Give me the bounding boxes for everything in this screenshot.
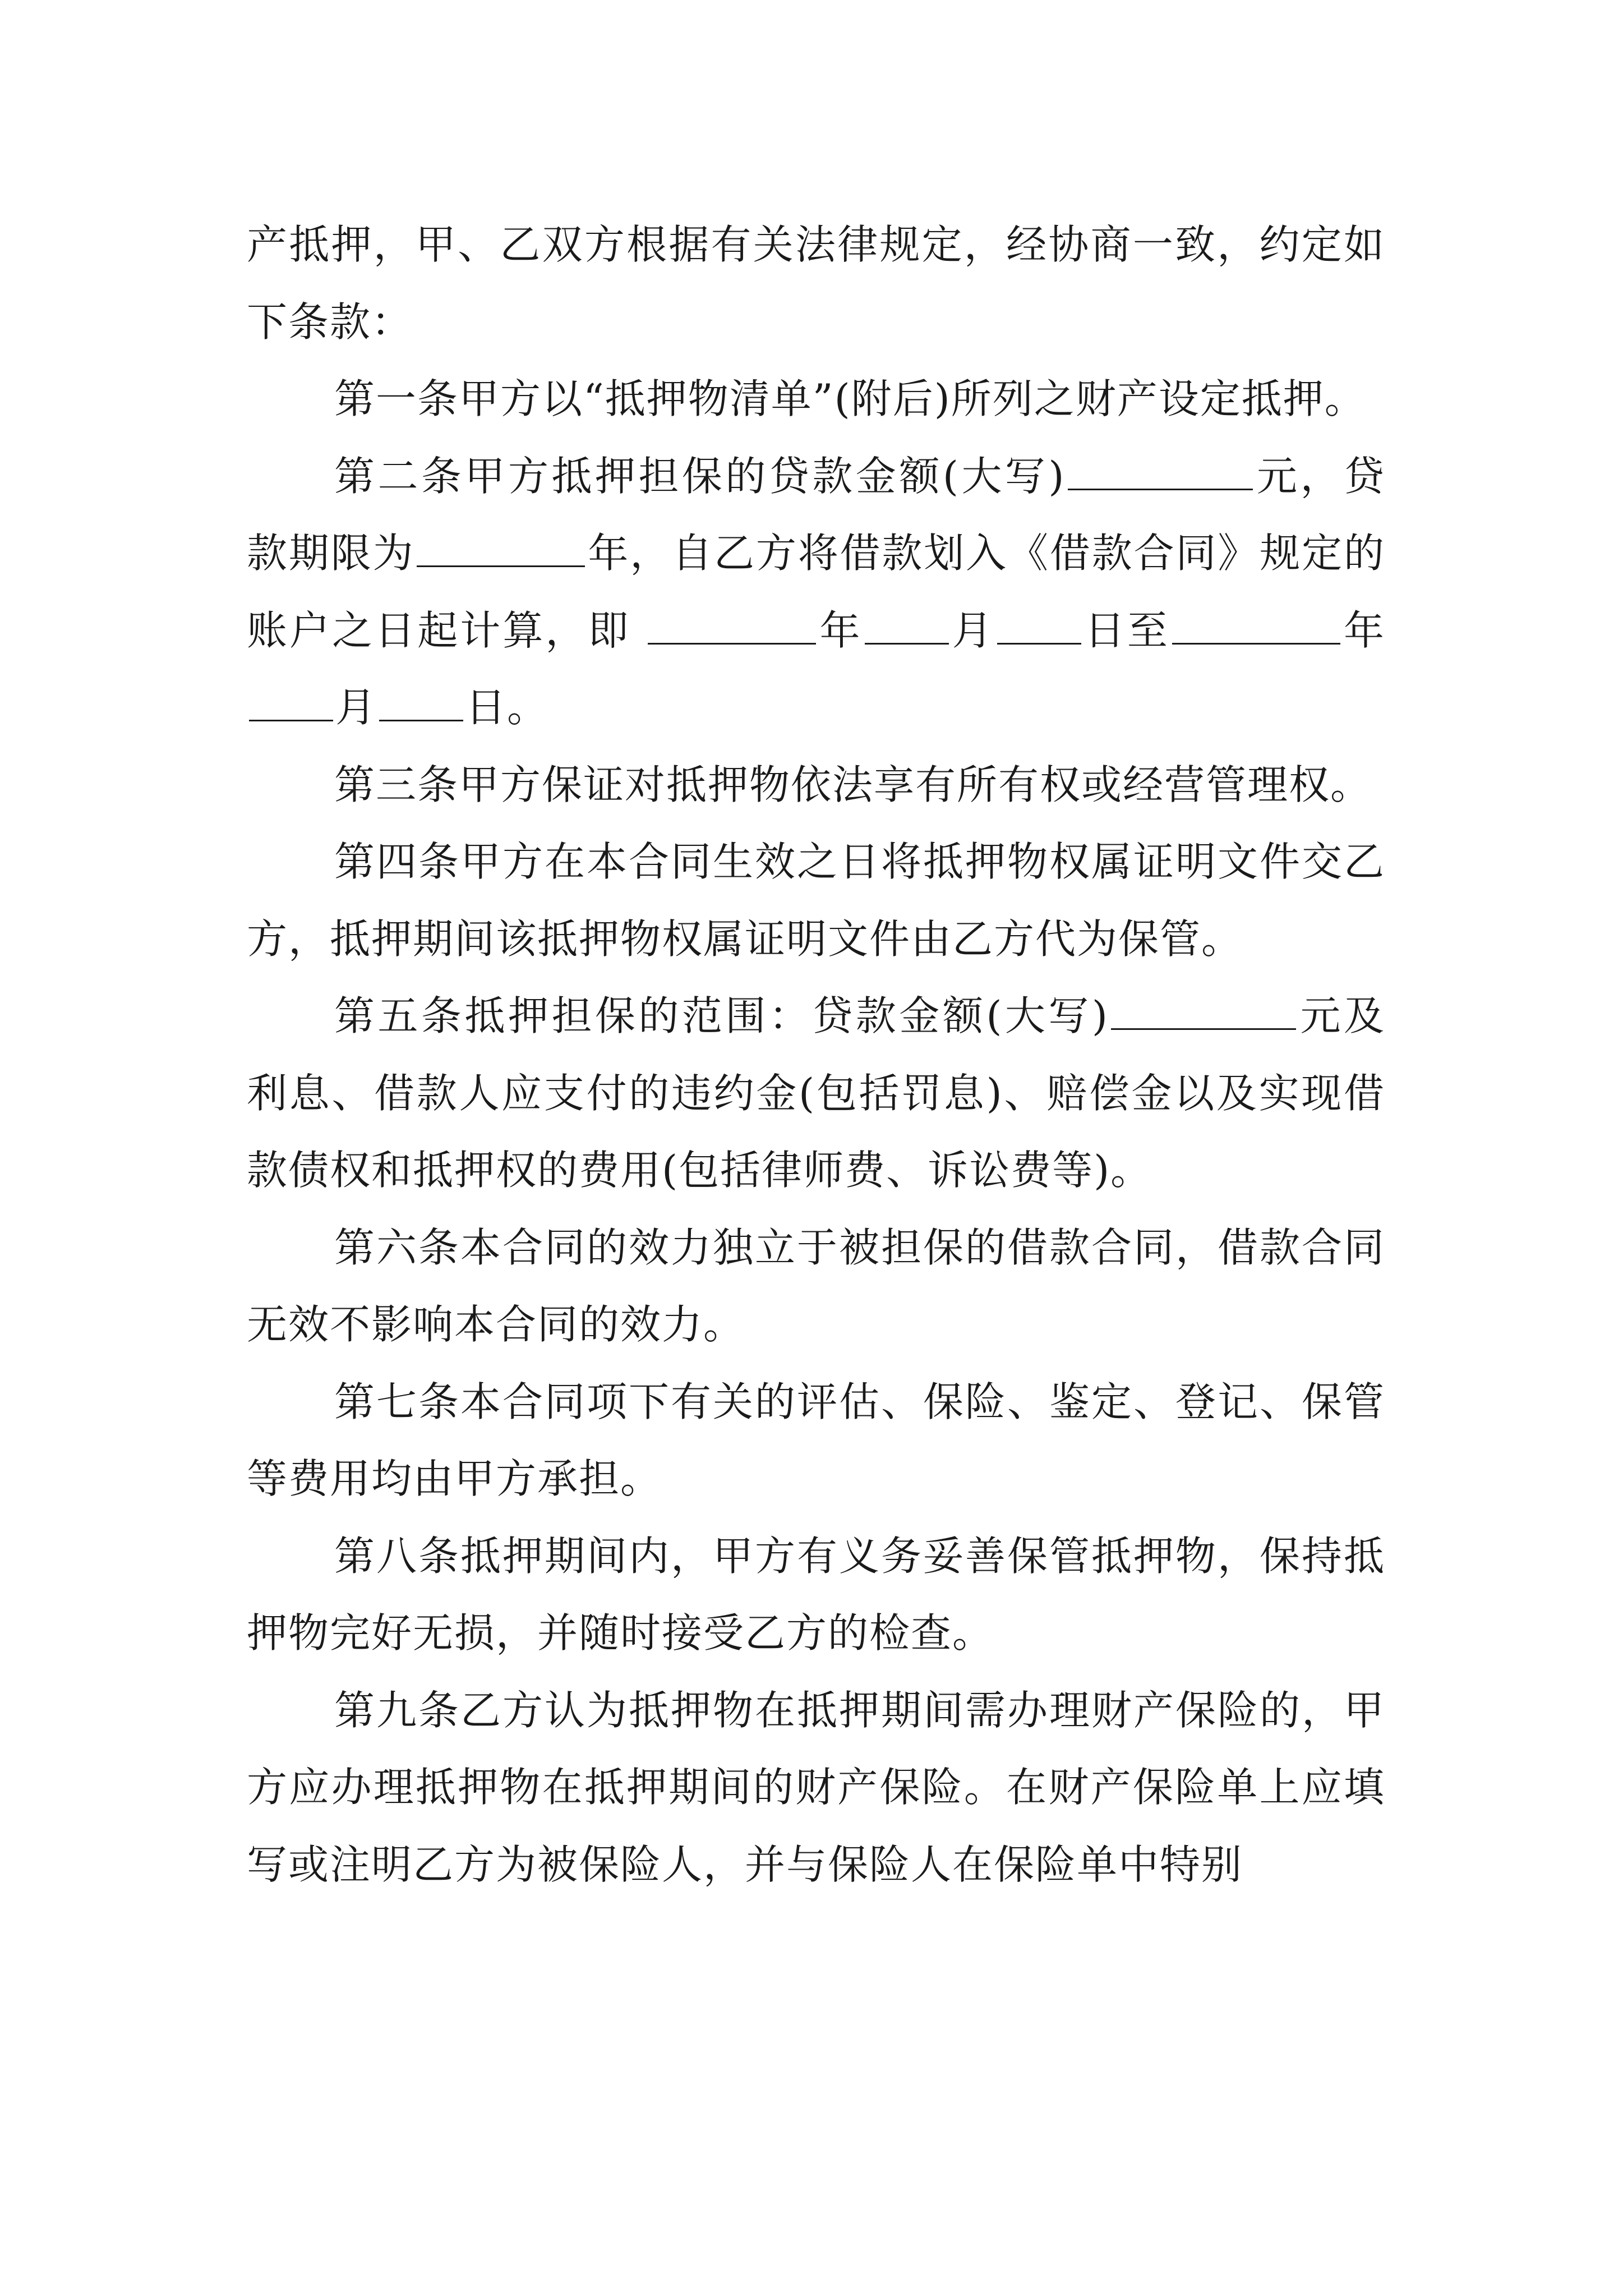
article-2-text-c: 年，自乙方将借款划入《借款合同》规定的账户之日起计算，即 (247, 530, 1385, 654)
article-6: 第六条本合同的效力独立于被担保的借款合同，借款合同无效不影响本合同的效力。 (247, 1223, 1385, 1348)
article-5-text-a: 第五条抵押担保的范围：贷款金额(大写) (334, 992, 1109, 1039)
contract-body (247, 206, 1385, 1903)
article-8: 第八条抵押期间内，甲方有义务妥善保管抵押物，保持抵押物完好无损，并随时接受乙方的检查。 (247, 1532, 1385, 1657)
article-3: 第三条甲方保证对抵押物依法享有所有权或经营管理权。 (334, 761, 1372, 808)
end-year-blank[interactable] (1172, 611, 1340, 645)
guarantee-amount-blank[interactable] (1111, 997, 1296, 1030)
article-2-text-h: 月 (335, 684, 377, 731)
paragraph-continuation: 产抵押，甲、乙双方根据有关法律规定，经协商一致，约定如下条款： (247, 221, 1385, 346)
loan-term-blank[interactable] (417, 534, 585, 567)
article-2-text-b: 元，贷款期限为 (247, 452, 1385, 577)
article-9: 第九条乙方认为抵押物在抵押期间需办理财产保险的，甲方应办理抵押物在抵押期间的财产保险。在财产保险单上应填写或注明乙方为被保险人，并与保险人在保险单中特别 (247, 1686, 1385, 1888)
article-5-text-b: 元及利息、借款人应支付的违约金(包括罚息)、赔偿金以及实现借款债权和抵押权的费用(包括律师费、诉讼费等)。 (247, 992, 1385, 1194)
loan-amount-blank[interactable] (1068, 457, 1253, 490)
article-2 (247, 438, 1385, 747)
end-day-blank[interactable] (379, 688, 463, 721)
end-month-blank[interactable] (249, 688, 333, 721)
article-2-text-g: 年 (1342, 606, 1385, 654)
start-year-blank[interactable] (648, 611, 816, 645)
article-2-text-e: 月 (951, 606, 995, 654)
start-day-blank[interactable] (997, 611, 1081, 645)
start-month-blank[interactable] (865, 611, 949, 645)
article-1: 第一条甲方以“抵押物清单”(附后)所列之财产设定抵押。 (334, 375, 1366, 422)
article-7: 第七条本合同项下有关的评估、保险、鉴定、登记、保管等费用均由甲方承担。 (247, 1378, 1385, 1502)
article-4: 第四条甲方在本合同生效之日将抵押物权属证明文件交乙方，抵押期间该抵押物权属证明文件由乙方代为保管。 (247, 838, 1385, 963)
article-2-text-a: 第二条甲方抵押担保的贷款金额(大写) (334, 452, 1066, 500)
article-2-text-f: 日至 (1083, 606, 1170, 654)
article-5 (247, 978, 1385, 1209)
article-2-text-d: 年 (818, 606, 863, 654)
article-2-text-i: 日。 (465, 684, 549, 731)
